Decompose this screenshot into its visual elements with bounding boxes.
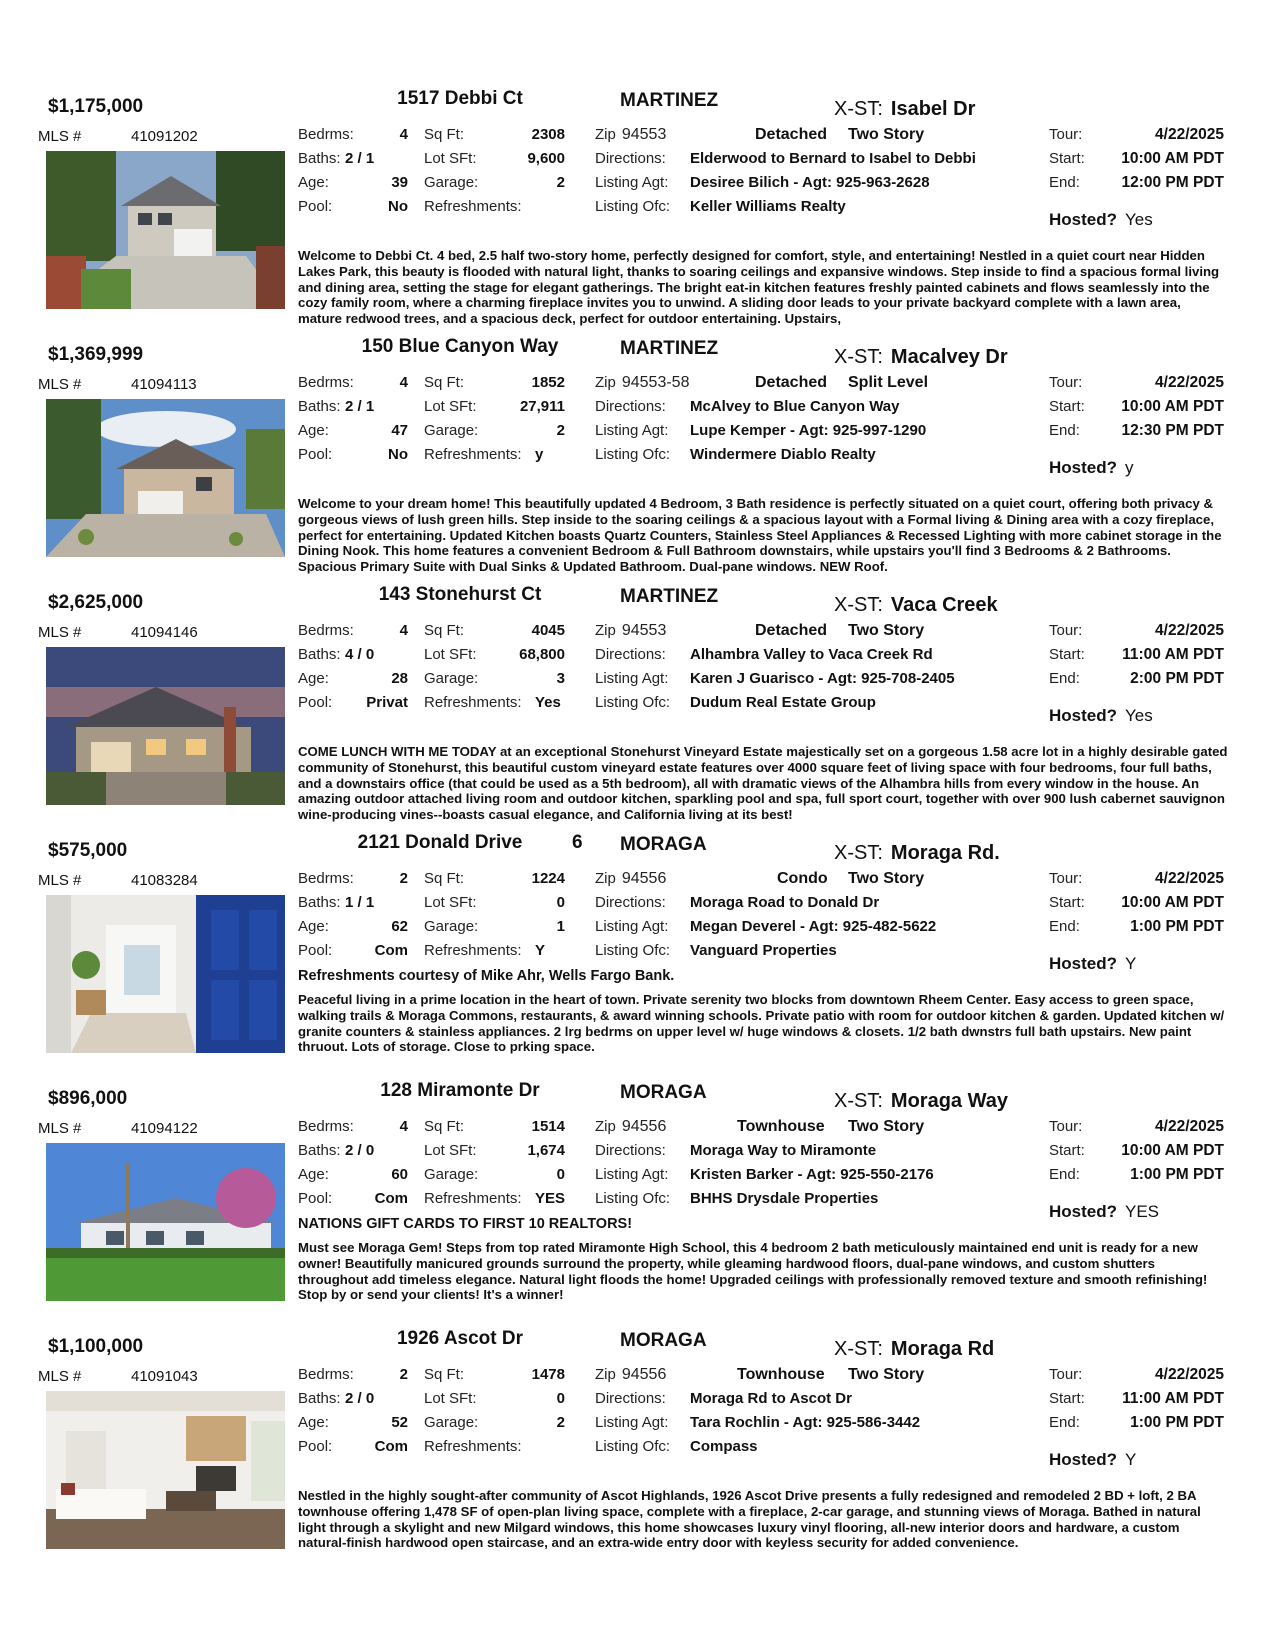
- garage-label: Garage:: [424, 670, 479, 687]
- property-style: Split Level: [848, 374, 929, 391]
- garage-value: 0: [556, 1166, 565, 1183]
- hosted-value: Y: [1125, 1450, 1137, 1469]
- bedrooms-value: 4: [399, 1118, 408, 1135]
- end-time: 12:00 PM PDT: [1121, 174, 1224, 191]
- zip-label-text: Zip: [595, 1366, 616, 1383]
- cross-street: [834, 594, 998, 617]
- listing-city: MORAGA: [620, 1330, 707, 1351]
- baths-value: 1 / 1: [345, 894, 375, 911]
- listing-description: Welcome to your dream home! This beautifully updated 4 Bedroom, 3 Bath residence is perfectly situated on a quiet court, offering both privacy & gorgeous views of lush green hills. Step inside to the soaring ceilings & a spacious layout with a Formal living & Dining area with a cozy fireplace, perfect for entertaining. Updated Kitchen boasts Quartz Counters, Stainless Steel Appliances & Recessed Lighting with more cabinet storage in the Dining Nook. This home features a convenient Bedroom & Full Bathroom downstairs, while upstairs you'll find 3 Bedrooms & 2 Bathrooms. Spacious Primary Suite with Dual Sinks & Updated Bathroom. Dual-pane windows. NEW Roof.: [298, 496, 1222, 575]
- bedrooms-value: 4: [399, 126, 408, 143]
- pool-label: Pool:: [298, 198, 333, 215]
- listing-agent-value: Lupe Kemper - Agt: 925-997-1290: [690, 422, 927, 439]
- baths-label: Baths:: [298, 150, 341, 167]
- pool-value: Com: [374, 942, 408, 959]
- cross-street-value: Isabel Dr: [890, 98, 976, 120]
- listing-address: 150 Blue Canyon Way: [361, 336, 559, 357]
- listing-address: 1926 Ascot Dr: [396, 1328, 524, 1349]
- hosted-label: Hosted?: [1049, 210, 1117, 229]
- refreshments-label: Refreshments:: [424, 446, 522, 463]
- listing-office-value: Compass: [690, 1438, 758, 1455]
- mls-number: 41094113: [131, 376, 197, 393]
- listing-description: Welcome to Debbi Ct. 4 bed, 2.5 half two-story home, perfectly designed for comfort, style, and entertaining! Nestled in a quiet court near Hidden Lakes Park, this beauty is flooded with natural light, thanks to soaring ceilings and expansive windows. Step inside to find a spacious formal living and dining area, setting the stage for elegant gatherings. The bright eat-in kitchen features freshly painted cabinets and flows seamlessly into the cozy family room, where a charming fireplace invites you to unwind. A sliding door leads to your private backyard complete with a lawn area, mature redwood trees, and a spacious deck, perfect for outdoor entertaining. Upstairs,: [298, 248, 1220, 327]
- listing-agent-label: Listing Agt:: [595, 670, 669, 687]
- sqft-label: Sq Ft:: [424, 126, 465, 143]
- refreshments-value: y: [535, 446, 544, 463]
- property-style: Two Story: [848, 1118, 925, 1135]
- garage-label: Garage:: [424, 1414, 479, 1431]
- pool-label: Pool:: [298, 694, 333, 711]
- cross-street-value: Moraga Rd.: [890, 842, 1000, 864]
- end-label: End:: [1049, 422, 1080, 439]
- age-label: Age:: [298, 1414, 329, 1431]
- tour-date: 4/22/2025: [1155, 1366, 1224, 1383]
- mls-label: MLS #: [38, 128, 82, 145]
- end-time: 12:30 PM PDT: [1121, 422, 1224, 439]
- start-time: 11:00 AM PDT: [1122, 1390, 1224, 1407]
- age-label: Age:: [298, 1166, 329, 1183]
- directions-label: Directions:: [595, 646, 666, 663]
- start-time: 11:00 AM PDT: [1122, 646, 1224, 663]
- refreshments-label: Refreshments:: [424, 1438, 522, 1455]
- property-photo: [46, 151, 285, 309]
- property-photo: [46, 1143, 285, 1301]
- pool-label: Pool:: [298, 942, 333, 959]
- mls-label: MLS #: [38, 1120, 82, 1137]
- listing-address: 128 Miramonte Dr: [380, 1080, 540, 1101]
- refreshments-value: Yes: [535, 694, 561, 711]
- zip-value: 94553: [621, 622, 667, 639]
- mls-number: 41091202: [131, 128, 198, 145]
- start-label: Start:: [1049, 398, 1085, 415]
- listing-agent-value: Karen J Guarisco - Agt: 925-708-2405: [690, 670, 955, 687]
- refreshments-label: Refreshments:: [424, 1190, 522, 1207]
- lot-sqft-label: Lot SFt:: [424, 894, 477, 911]
- cross-street-label: X-ST:: [834, 1338, 883, 1360]
- listing-card: [0, 1312, 1275, 1650]
- mls-label: MLS #: [38, 376, 82, 393]
- tour-label: Tour:: [1049, 622, 1083, 639]
- cross-street-label: X-ST:: [834, 98, 883, 120]
- tour-label: Tour:: [1049, 870, 1083, 887]
- listing-agent-label: Listing Agt:: [595, 1414, 669, 1431]
- lot-sqft-label: Lot SFt:: [424, 1390, 477, 1407]
- listing-price: $896,000: [48, 1088, 128, 1109]
- listing-office-value: Keller Williams Realty: [690, 198, 846, 215]
- zip-label-text: Zip: [595, 1118, 616, 1135]
- listing-price: $1,100,000: [48, 1336, 144, 1357]
- bedrooms-label: Bedrms:: [298, 126, 354, 143]
- baths-label: Baths:: [298, 398, 341, 415]
- age-value: 52: [391, 1414, 408, 1431]
- hosted-label: Hosted?: [1049, 458, 1117, 477]
- baths-value: 2 / 0: [345, 1142, 375, 1159]
- property-photo: [46, 895, 285, 1053]
- sqft-label: Sq Ft:: [424, 622, 465, 639]
- sqft-value: 1852: [531, 374, 565, 391]
- hosted-value: Yes: [1125, 210, 1153, 229]
- listing-card: [0, 1064, 1275, 1326]
- sqft-value: 4045: [531, 622, 565, 639]
- baths-label: Baths:: [298, 1390, 341, 1407]
- start-time: 10:00 AM PDT: [1121, 150, 1224, 167]
- property-photo: [46, 647, 285, 805]
- garage-value: 1: [556, 918, 565, 935]
- listing-card: [0, 72, 1275, 334]
- end-time: 1:00 PM PDT: [1130, 1414, 1224, 1431]
- zip-value: 94556: [621, 1366, 667, 1383]
- hosted: [1049, 954, 1136, 974]
- property-style: Two Story: [848, 622, 925, 639]
- lot-sqft-value: 0: [556, 894, 565, 911]
- directions-value: Moraga Rd to Ascot Dr: [690, 1390, 852, 1407]
- refreshments-label: Refreshments:: [424, 198, 522, 215]
- listing-note: NATIONS GIFT CARDS TO FIRST 10 REALTORS!: [298, 1216, 633, 1232]
- baths-label: Baths:: [298, 646, 341, 663]
- mls-number: 41083284: [131, 872, 198, 889]
- listing-office-label: Listing Ofc:: [595, 942, 671, 959]
- listing-card: [0, 320, 1275, 582]
- zip-label: [595, 1366, 666, 1384]
- cross-street: [834, 1090, 1008, 1113]
- tour-label: Tour:: [1049, 1118, 1083, 1135]
- garage-value: 2: [556, 174, 565, 191]
- listing-office-value: BHHS Drysdale Properties: [690, 1190, 879, 1207]
- hosted-label: Hosted?: [1049, 706, 1117, 725]
- end-label: End:: [1049, 670, 1080, 687]
- listing-agent-label: Listing Agt:: [595, 422, 669, 439]
- listing-city: MARTINEZ: [620, 338, 719, 359]
- start-time: 10:00 AM PDT: [1121, 398, 1224, 415]
- listing-description: Nestled in the highly sought-after community of Ascot Highlands, 1926 Ascot Drive presents a fully redesigned and remodeled 2 BD + loft, 2 BA townhouse offering 1,478 SF of open-plan living space, complete with a fireplace, 2-car garage, and stunning views of Moraga. Bathed in natural light through a skylight and new Milgard windows, this home showcases luxury vinyl flooring, all-new interior doors and hardware, a custom natural-finish hardwood open staircase, and an extra-wide entry door with keyless security for added convenience.: [298, 1488, 1201, 1551]
- sqft-value: 1224: [531, 870, 565, 887]
- age-label: Age:: [298, 422, 329, 439]
- cross-street-value: Macalvey Dr: [890, 346, 1008, 368]
- pool-label: Pool:: [298, 1190, 333, 1207]
- sqft-label: Sq Ft:: [424, 374, 465, 391]
- age-label: Age:: [298, 174, 329, 191]
- directions-value: Moraga Way to Miramonte: [690, 1142, 877, 1159]
- listing-agent-value: Tara Rochlin - Agt: 925-586-3442: [690, 1414, 921, 1431]
- sqft-label: Sq Ft:: [424, 1118, 465, 1135]
- listing-office-label: Listing Ofc:: [595, 1438, 671, 1455]
- listing-agent-label: Listing Agt:: [595, 1166, 669, 1183]
- lot-sqft-label: Lot SFt:: [424, 646, 477, 663]
- mls-label: MLS #: [38, 872, 82, 889]
- hosted-value: Yes: [1125, 706, 1153, 725]
- start-label: Start:: [1049, 1390, 1085, 1407]
- zip-label-text: Zip: [595, 374, 616, 391]
- hosted-value: YES: [1125, 1202, 1160, 1221]
- garage-value: 2: [556, 1414, 565, 1431]
- pool-value: Com: [374, 1190, 408, 1207]
- age-value: 28: [391, 670, 408, 687]
- listing-unit: 6: [572, 832, 583, 853]
- listing-agent-label: Listing Agt:: [595, 174, 669, 191]
- pool-label: Pool:: [298, 446, 333, 463]
- directions-label: Directions:: [595, 1142, 666, 1159]
- tour-label: Tour:: [1049, 1366, 1083, 1383]
- bedrooms-label: Bedrms:: [298, 1366, 354, 1383]
- start-label: Start:: [1049, 150, 1085, 167]
- hosted: [1049, 1202, 1159, 1222]
- directions-value: Elderwood to Bernard to Isabel to Debbi: [690, 150, 976, 167]
- lot-sqft-label: Lot SFt:: [424, 1142, 477, 1159]
- refreshments-value: Y: [535, 942, 546, 959]
- hosted-label: Hosted?: [1049, 1450, 1117, 1469]
- garage-label: Garage:: [424, 174, 479, 191]
- hosted: [1049, 210, 1153, 230]
- pool-label: Pool:: [298, 1438, 333, 1455]
- garage-label: Garage:: [424, 422, 479, 439]
- property-style: Two Story: [848, 1366, 925, 1383]
- property-style: Two Story: [848, 870, 925, 887]
- listing-address: 143 Stonehurst Ct: [378, 584, 542, 605]
- cross-street: [834, 842, 1000, 865]
- hosted: [1049, 458, 1134, 478]
- garage-label: Garage:: [424, 918, 479, 935]
- tour-date: 4/22/2025: [1155, 622, 1224, 639]
- age-value: 60: [391, 1166, 408, 1183]
- tour-date: 4/22/2025: [1155, 126, 1224, 143]
- listing-agent-value: Kristen Barker - Agt: 925-550-2176: [690, 1166, 934, 1183]
- bedrooms-label: Bedrms:: [298, 622, 354, 639]
- hosted-label: Hosted?: [1049, 1202, 1117, 1221]
- end-label: End:: [1049, 174, 1080, 191]
- pool-value: No: [388, 198, 408, 215]
- zip-label: [595, 1118, 666, 1136]
- sqft-value: 1514: [531, 1118, 565, 1135]
- listing-description: COME LUNCH WITH ME TODAY at an exceptional Stonehurst Vineyard Estate majestically set on a gorgeous 1.58 acre lot in a highly desirable gated community of Stonehurst, this beautiful custom vineyard estate features over 4000 square feet of living space with four bedrooms, four full baths, and a downstairs office (that could be used as a 5th bedroom), all with dramatic views of the Alhambra hills from every window in the house. An amazing outdoor attached living room and outdoor kitchen, sparkling pool and spa, full sport court, together with over 900 lush cabernet sauvignon wine-producing vines--boasts casual elegance, and California living at its best!: [298, 744, 1228, 823]
- baths-value: 2 / 0: [345, 1390, 375, 1407]
- lot-sqft-value: 0: [556, 1390, 565, 1407]
- start-label: Start:: [1049, 894, 1085, 911]
- tour-date: 4/22/2025: [1155, 1118, 1224, 1135]
- directions-label: Directions:: [595, 150, 666, 167]
- zip-label: [595, 870, 666, 888]
- start-time: 10:00 AM PDT: [1121, 1142, 1224, 1159]
- listing-price: $1,175,000: [48, 96, 144, 117]
- listing-card: [0, 816, 1275, 1078]
- mls-number: 41094146: [131, 624, 198, 641]
- end-time: 2:00 PM PDT: [1130, 670, 1224, 687]
- cross-street: [834, 346, 1008, 369]
- sqft-label: Sq Ft:: [424, 1366, 465, 1383]
- zip-label: [595, 126, 666, 144]
- cross-street-label: X-ST:: [834, 346, 883, 368]
- bedrooms-value: 2: [399, 870, 408, 887]
- age-value: 39: [391, 174, 408, 191]
- bedrooms-value: 4: [399, 374, 408, 391]
- age-value: 47: [391, 422, 408, 439]
- property-type: Townhouse: [737, 1366, 825, 1383]
- hosted-label: Hosted?: [1049, 954, 1117, 973]
- cross-street-value: Moraga Way: [890, 1090, 1008, 1112]
- pool-value: Privat: [366, 694, 408, 711]
- start-label: Start:: [1049, 1142, 1085, 1159]
- directions-label: Directions:: [595, 1390, 666, 1407]
- tour-label: Tour:: [1049, 374, 1083, 391]
- refreshments-label: Refreshments:: [424, 942, 522, 959]
- hosted-value: Y: [1125, 954, 1137, 973]
- lot-sqft-value: 68,800: [519, 646, 565, 663]
- baths-value: 2 / 1: [345, 150, 375, 167]
- cross-street: [834, 98, 975, 121]
- property-type: Detached: [755, 622, 828, 639]
- start-label: Start:: [1049, 646, 1085, 663]
- listing-price: $575,000: [48, 840, 128, 861]
- listing-office-label: Listing Ofc:: [595, 694, 671, 711]
- lot-sqft-value: 1,674: [527, 1142, 565, 1159]
- cross-street-label: X-ST:: [834, 1090, 883, 1112]
- listing-city: MORAGA: [620, 1082, 707, 1103]
- property-type: Townhouse: [737, 1118, 825, 1135]
- sqft-label: Sq Ft:: [424, 870, 465, 887]
- zip-value: 94556: [621, 1118, 667, 1135]
- listing-description: Must see Moraga Gem! Steps from top rated Miramonte High School, this 4 bedroom 2 bath meticulously maintained end unit is ready for a new owner! Beautifully manicured grounds surround the property, while gleaming hardwood floors, dual-pane windows, and custom shutters throughout add timeless elegance. Natural light floods the home! Upgraded ceilings with professionally removed texture and smooth refinishing! Stop by or send your clients! It's a winner!: [298, 1240, 1208, 1303]
- garage-value: 3: [556, 670, 565, 687]
- listing-city: MORAGA: [620, 834, 707, 855]
- zip-label-text: Zip: [595, 126, 616, 143]
- property-type: Condo: [777, 870, 828, 887]
- end-time: 1:00 PM PDT: [1130, 1166, 1224, 1183]
- zip-label-text: Zip: [595, 870, 616, 887]
- lot-sqft-label: Lot SFt:: [424, 150, 477, 167]
- cross-street-label: X-ST:: [834, 594, 883, 616]
- property-type: Detached: [755, 374, 828, 391]
- age-value: 62: [391, 918, 408, 935]
- listing-description: Peaceful living in a prime location in the heart of town. Private serenity two blocks from downtown Rheem Center. Easy access to green space, walking trails & Moraga Commons, restaurants, & award winning schools. Private patio with room for outdoor kitchen & garden. Updated kitchen w/ granite counters & stainless appliances. 2 lrg bedrms on upper level w/ huge windows & closets. 1/2 bath dwnstrs full bath upstairs. New paint thruout. Lots of storage. Close to prking space.: [298, 992, 1225, 1055]
- listing-price: $2,625,000: [48, 592, 144, 613]
- listing-city: MARTINEZ: [620, 90, 719, 111]
- sqft-value: 2308: [531, 126, 565, 143]
- cross-street-value: Moraga Rd: [890, 1338, 995, 1360]
- zip-value: 94553: [621, 126, 667, 143]
- property-style: Two Story: [848, 126, 925, 143]
- listing-card: [0, 568, 1275, 830]
- tour-date: 4/22/2025: [1155, 374, 1224, 391]
- age-label: Age:: [298, 918, 329, 935]
- listing-office-label: Listing Ofc:: [595, 446, 671, 463]
- cross-street: [834, 1338, 994, 1361]
- refreshments-value: YES: [535, 1190, 566, 1207]
- listing-office-value: Windermere Diablo Realty: [690, 446, 876, 463]
- refreshments-label: Refreshments:: [424, 694, 522, 711]
- bedrooms-label: Bedrms:: [298, 870, 354, 887]
- baths-label: Baths:: [298, 1142, 341, 1159]
- listing-note: Refreshments courtesy of Mike Ahr, Wells Fargo Bank.: [298, 968, 675, 984]
- listing-office-value: Vanguard Properties: [690, 942, 837, 959]
- mls-number: 41091043: [131, 1368, 198, 1385]
- pool-value: Com: [374, 1438, 408, 1455]
- listing-office-label: Listing Ofc:: [595, 198, 671, 215]
- zip-label-text: Zip: [595, 622, 616, 639]
- age-label: Age:: [298, 670, 329, 687]
- directions-value: Alhambra Valley to Vaca Creek Rd: [690, 646, 933, 663]
- baths-value: 4 / 0: [345, 646, 375, 663]
- listing-address: 1517 Debbi Ct: [397, 88, 523, 109]
- hosted: [1049, 706, 1153, 726]
- directions-label: Directions:: [595, 894, 666, 911]
- listing-agent-value: Megan Deverel - Agt: 925-482-5622: [690, 918, 937, 935]
- mls-number: 41094122: [131, 1120, 198, 1137]
- listing-office-value: Dudum Real Estate Group: [690, 694, 876, 711]
- baths-label: Baths:: [298, 894, 341, 911]
- garage-label: Garage:: [424, 1166, 479, 1183]
- bedrooms-value: 2: [399, 1366, 408, 1383]
- bedrooms-value: 4: [399, 622, 408, 639]
- mls-label: MLS #: [38, 624, 82, 641]
- end-label: End:: [1049, 1166, 1080, 1183]
- end-label: End:: [1049, 918, 1080, 935]
- zip-label: [595, 622, 666, 640]
- listing-price: $1,369,999: [48, 344, 144, 365]
- lot-sqft-label: Lot SFt:: [424, 398, 477, 415]
- baths-value: 2 / 1: [345, 398, 375, 415]
- garage-value: 2: [556, 422, 565, 439]
- hosted-value: y: [1125, 458, 1134, 477]
- bedrooms-label: Bedrms:: [298, 374, 354, 391]
- tour-date: 4/22/2025: [1155, 870, 1224, 887]
- mls-label: MLS #: [38, 1368, 82, 1385]
- tour-label: Tour:: [1049, 126, 1083, 143]
- listing-address: 2121 Donald Drive: [357, 832, 523, 853]
- zip-value: 94556: [621, 870, 667, 887]
- directions-value: McAlvey to Blue Canyon Way: [690, 398, 900, 415]
- sqft-value: 1478: [531, 1366, 565, 1383]
- bedrooms-label: Bedrms:: [298, 1118, 354, 1135]
- lot-sqft-value: 27,911: [519, 398, 565, 415]
- pool-value: No: [388, 446, 408, 463]
- zip-label: [595, 374, 689, 392]
- end-time: 1:00 PM PDT: [1130, 918, 1224, 935]
- listing-office-label: Listing Ofc:: [595, 1190, 671, 1207]
- directions-value: Moraga Road to Donald Dr: [690, 894, 880, 911]
- hosted: [1049, 1450, 1136, 1470]
- directions-label: Directions:: [595, 398, 666, 415]
- property-photo: [46, 1391, 285, 1549]
- cross-street-label: X-ST:: [834, 842, 883, 864]
- lot-sqft-value: 9,600: [527, 150, 565, 167]
- listing-city: MARTINEZ: [620, 586, 719, 607]
- start-time: 10:00 AM PDT: [1121, 894, 1224, 911]
- cross-street-value: Vaca Creek: [890, 594, 998, 616]
- end-label: End:: [1049, 1414, 1080, 1431]
- property-type: Detached: [755, 126, 828, 143]
- property-photo: [46, 399, 285, 557]
- listing-agent-value: Desiree Bilich - Agt: 925-963-2628: [690, 174, 930, 191]
- listing-agent-label: Listing Agt:: [595, 918, 669, 935]
- zip-value: 94553-58: [621, 374, 690, 391]
